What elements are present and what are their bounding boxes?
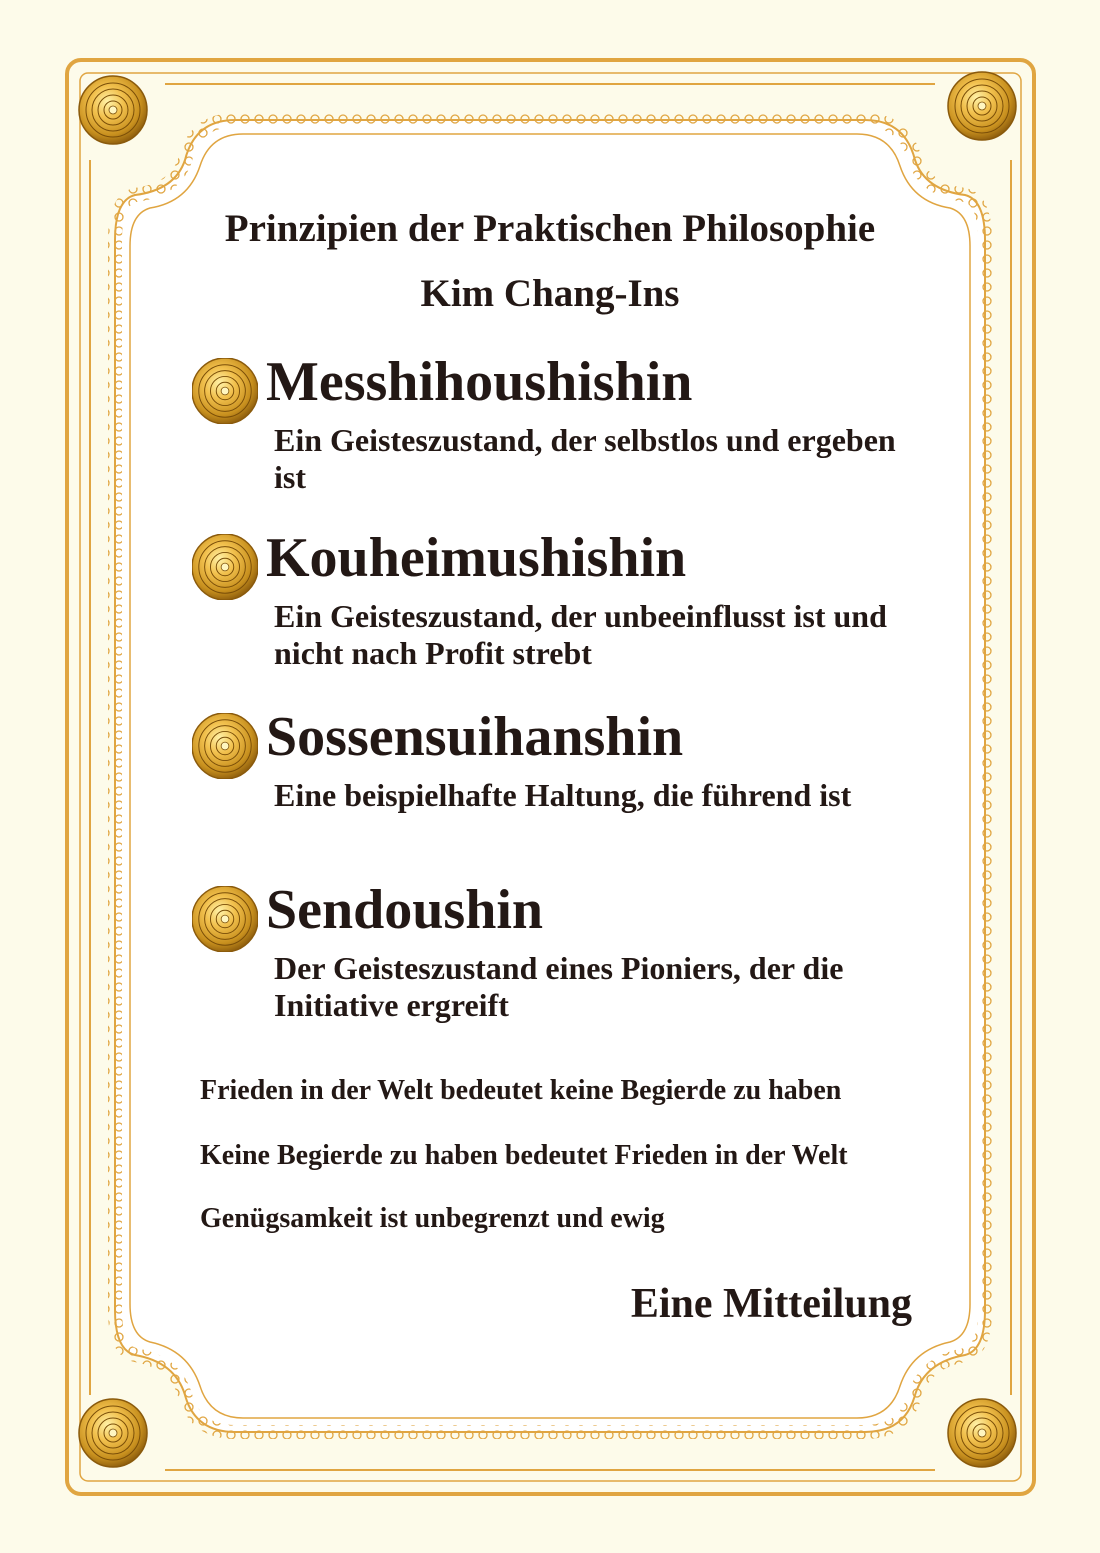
- corner-medallion-top-left-icon: [79, 76, 147, 144]
- gold-medallion-icon: [192, 713, 258, 779]
- principle-description: Der Geisteszustand eines Pioniers, der die Initiative ergreift: [274, 950, 844, 1023]
- corner-medallion-bottom-right-icon: [948, 1399, 1016, 1467]
- gold-medallion-icon: [192, 358, 258, 424]
- saying-line: Frieden in der Welt bedeutet keine Begierde zu haben: [200, 1075, 842, 1106]
- principle-description: Ein Geisteszustand, der selbstlos und ergeben ist: [274, 422, 896, 495]
- principle-term: Sossensuihanshin: [266, 706, 684, 768]
- saying-line: Keine Begierde zu haben bedeutet Frieden in der Welt: [200, 1140, 848, 1171]
- signature-line: Eine Mitteilung: [630, 1281, 912, 1327]
- gold-medallion-icon: [192, 886, 258, 952]
- principle-term: Kouheimushishin: [266, 527, 687, 589]
- principle-description: Eine beispielhafte Haltung, die führend ist: [274, 777, 852, 813]
- corner-medallion-bottom-left-icon: [79, 1399, 147, 1467]
- saying-line: Genügsamkeit ist unbegrenzt und ewig: [200, 1203, 665, 1234]
- principle-description: Ein Geisteszustand, der unbeeinflusst ist und nicht nach Profit strebt: [274, 598, 887, 671]
- author-name: Kim Chang-Ins: [420, 272, 680, 315]
- gold-medallion-icon: [192, 534, 258, 600]
- page-title: Prinzipien der Praktischen Philosophie: [224, 207, 876, 250]
- principle-term: Messhihoushishin: [266, 351, 693, 413]
- principle-term: Sendoushin: [266, 879, 544, 941]
- corner-medallion-top-right-icon: [948, 72, 1016, 140]
